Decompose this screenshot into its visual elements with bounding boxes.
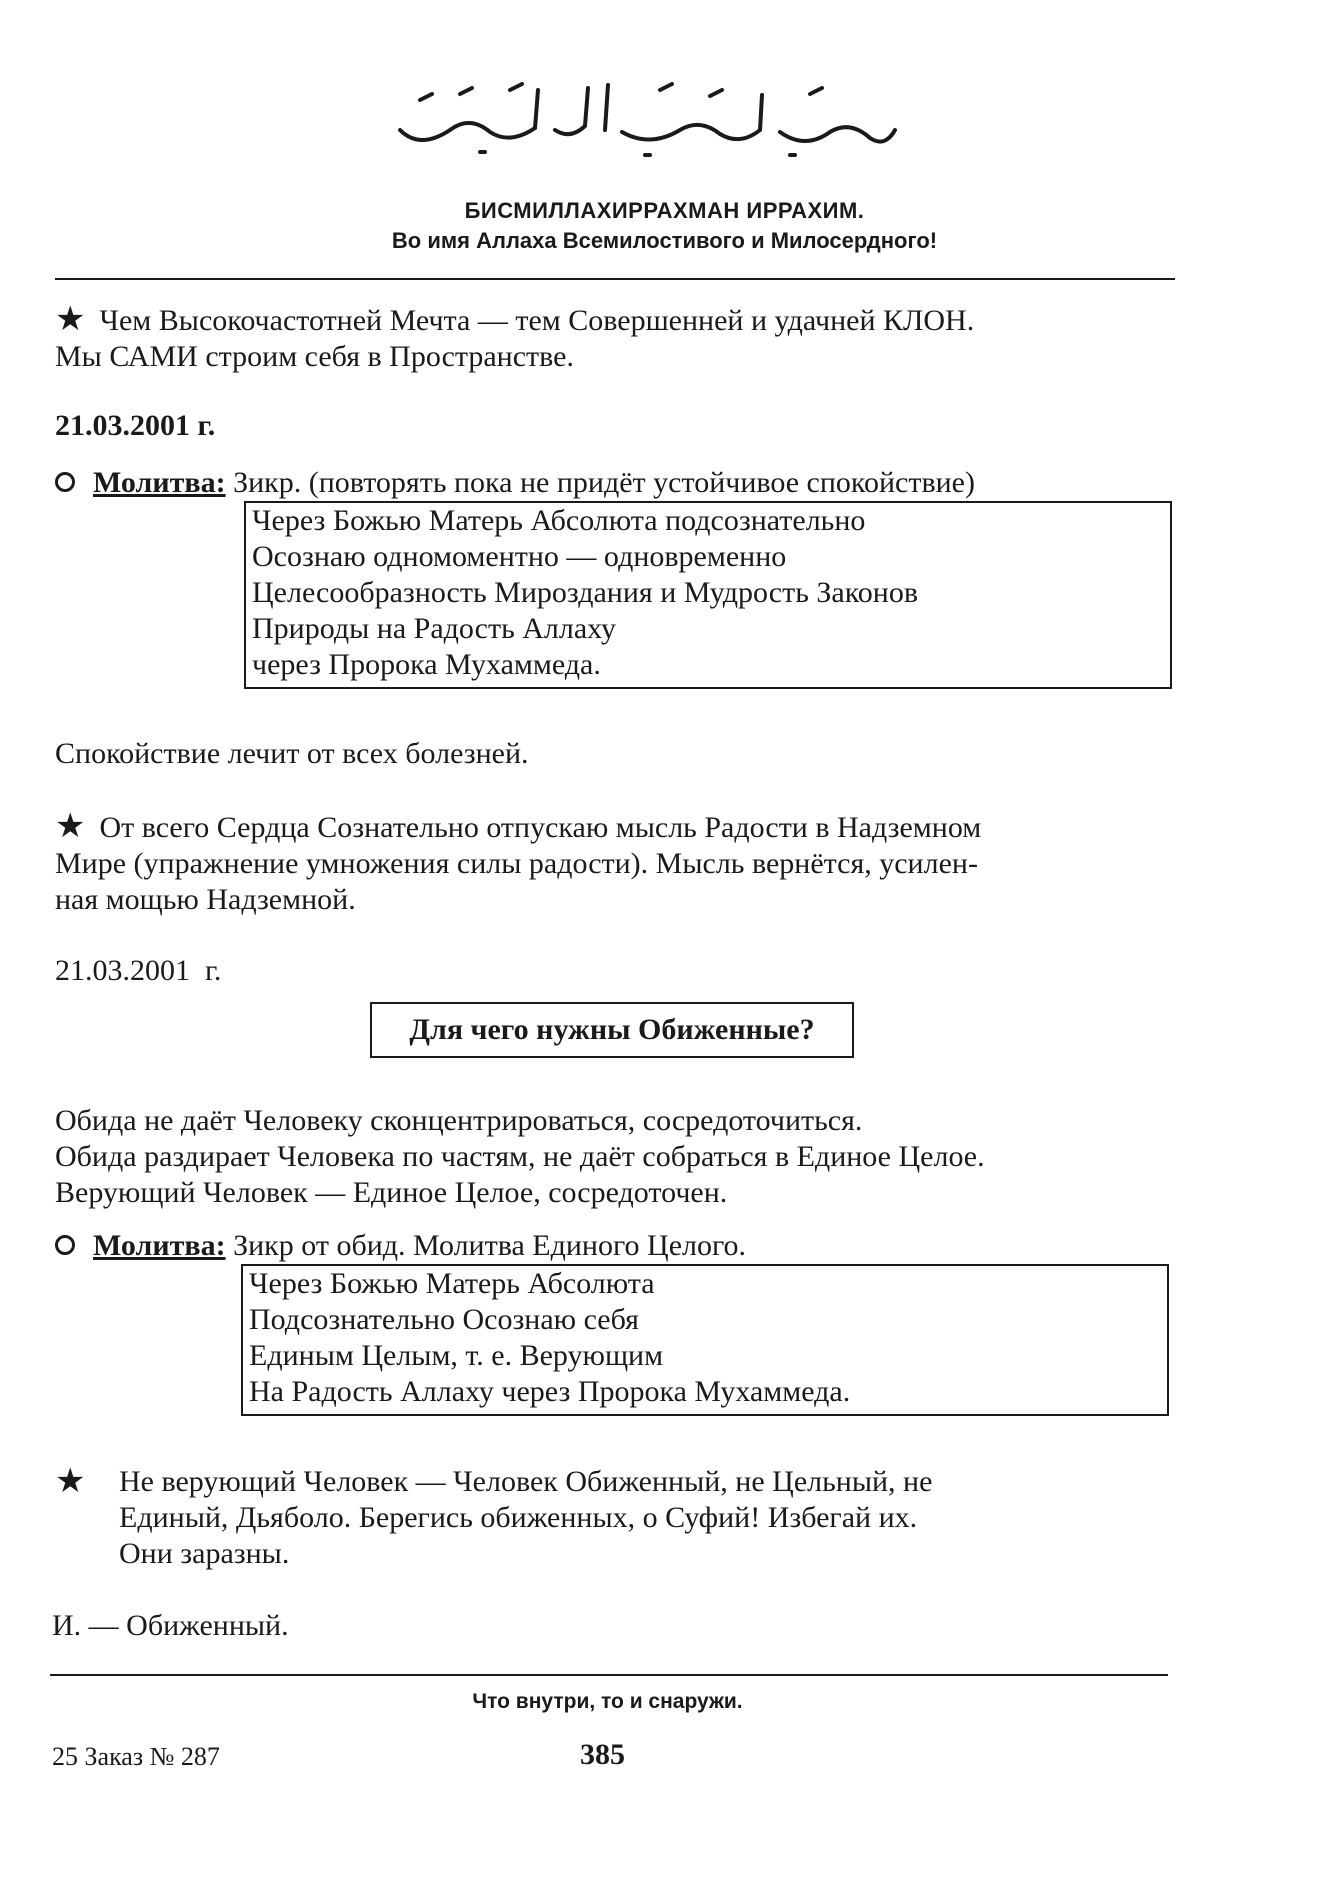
footer-motto: Что внутри, то и снаружи.: [472, 1690, 743, 1713]
dream-line-2: Мы САМИ строим себя в Пространстве.: [55, 340, 574, 373]
offense-line-1: Обида не даёт Человеку сконцентрироваться, сосредоточиться.: [55, 1104, 863, 1137]
joy-line-1: От всего Сердца Сознательно отпускаю мысль Радости в Надземном: [99, 811, 982, 844]
bismillah-calligraphy: [360, 60, 920, 160]
footer-order: 25 Заказ № 287: [52, 1742, 220, 1771]
header-divider: [55, 278, 1175, 280]
date-1: 21.03.2001 г.: [55, 409, 216, 442]
prayer-1-line: Через Божью Матерь Абсолюта подсознательно: [252, 504, 866, 537]
prayer-2-box: [241, 1264, 1169, 1416]
dream-line-1: Чем Высокочастотней Мечта — тем Совершенней и удачней КЛОН.: [99, 304, 975, 337]
prayer-2-text: Зикр от обид. Молитва Единого Целого.: [225, 1229, 747, 1262]
header-title: БИСМИЛЛАХИРРАХМАН ИРРАХИМ.: [464, 198, 865, 223]
prayer-1-line: Целесообразность Мироздания и Мудрость Законов: [252, 576, 919, 609]
prayer-1-line: Природы на Радость Аллаху: [252, 612, 617, 645]
offense-line-2: Обида раздирает Человека по частям, не даёт собраться в Единое Целое.: [55, 1140, 985, 1173]
prayer-1-line: Осознаю одномоментно — одновременно: [252, 540, 787, 573]
prayer-2-line: На Радость Аллаху через Пророка Мухаммеда.: [249, 1375, 851, 1408]
circle-bullet-icon: [55, 1235, 75, 1255]
nonbeliever-line-1: Не верующий Человек — Человек Обиженный, не Цельный, не: [119, 1465, 933, 1498]
prayer-2-intro: [55, 1228, 746, 1264]
calm-statement: Спокойствие лечит от всех болезней.: [55, 737, 529, 770]
paragraph-joy: [55, 809, 1175, 918]
prayer-1-text: Зикр. (повторять пока не придёт устойчивое спокойствие): [225, 466, 975, 499]
prayer-1-label: Молитва:: [93, 466, 226, 499]
nonbeliever-line-2: Единый, Дьяболо. Берегись обиженных, о Суфий! Избегай их.: [119, 1501, 918, 1534]
circle-bullet-icon: [55, 472, 75, 492]
paragraph-offense: [55, 1103, 1175, 1211]
header-subtitle: Во имя Аллаха Всемилостивого и Милосердного!: [391, 228, 938, 253]
prayer-1-intro: [55, 465, 975, 501]
prayer-2-line: Подсознательно Осознаю себя: [249, 1303, 639, 1336]
heading-box: [370, 1002, 854, 1058]
calligraphy-image: [360, 60, 920, 160]
paragraph-nonbeliever: [55, 1464, 1175, 1572]
star-icon: ★: [55, 808, 86, 845]
closing-line: И. — Обиженный.: [52, 1609, 289, 1642]
footer-divider: [50, 1674, 1168, 1676]
star-icon: ★: [55, 1463, 86, 1500]
prayer-2-line: Единым Целым, т. е. Верующим: [249, 1339, 664, 1372]
star-icon: ★: [55, 301, 86, 338]
prayer-1-line: через Пророка Мухаммеда.: [252, 648, 601, 681]
joy-line-3: ная мощью Надземной.: [55, 883, 356, 916]
prayer-2-line: Через Божью Матерь Абсолюта: [249, 1267, 655, 1300]
paragraph-dream: [55, 302, 1175, 375]
prayer-1-box: [244, 501, 1172, 689]
offense-line-3: Верующий Человек — Единое Целое, сосредоточен.: [55, 1176, 728, 1209]
page-number: 385: [580, 1738, 625, 1771]
date-2: 21.03.2001 г.: [55, 954, 222, 987]
nonbeliever-line-3: Они заразны.: [119, 1537, 290, 1570]
prayer-2-label: Молитва:: [93, 1229, 226, 1262]
joy-line-2: Мире (упражнение умножения силы радости). Мысль вернётся, усилен-: [55, 847, 978, 880]
heading-text: Для чего нужны Обиженные?: [409, 1013, 815, 1046]
